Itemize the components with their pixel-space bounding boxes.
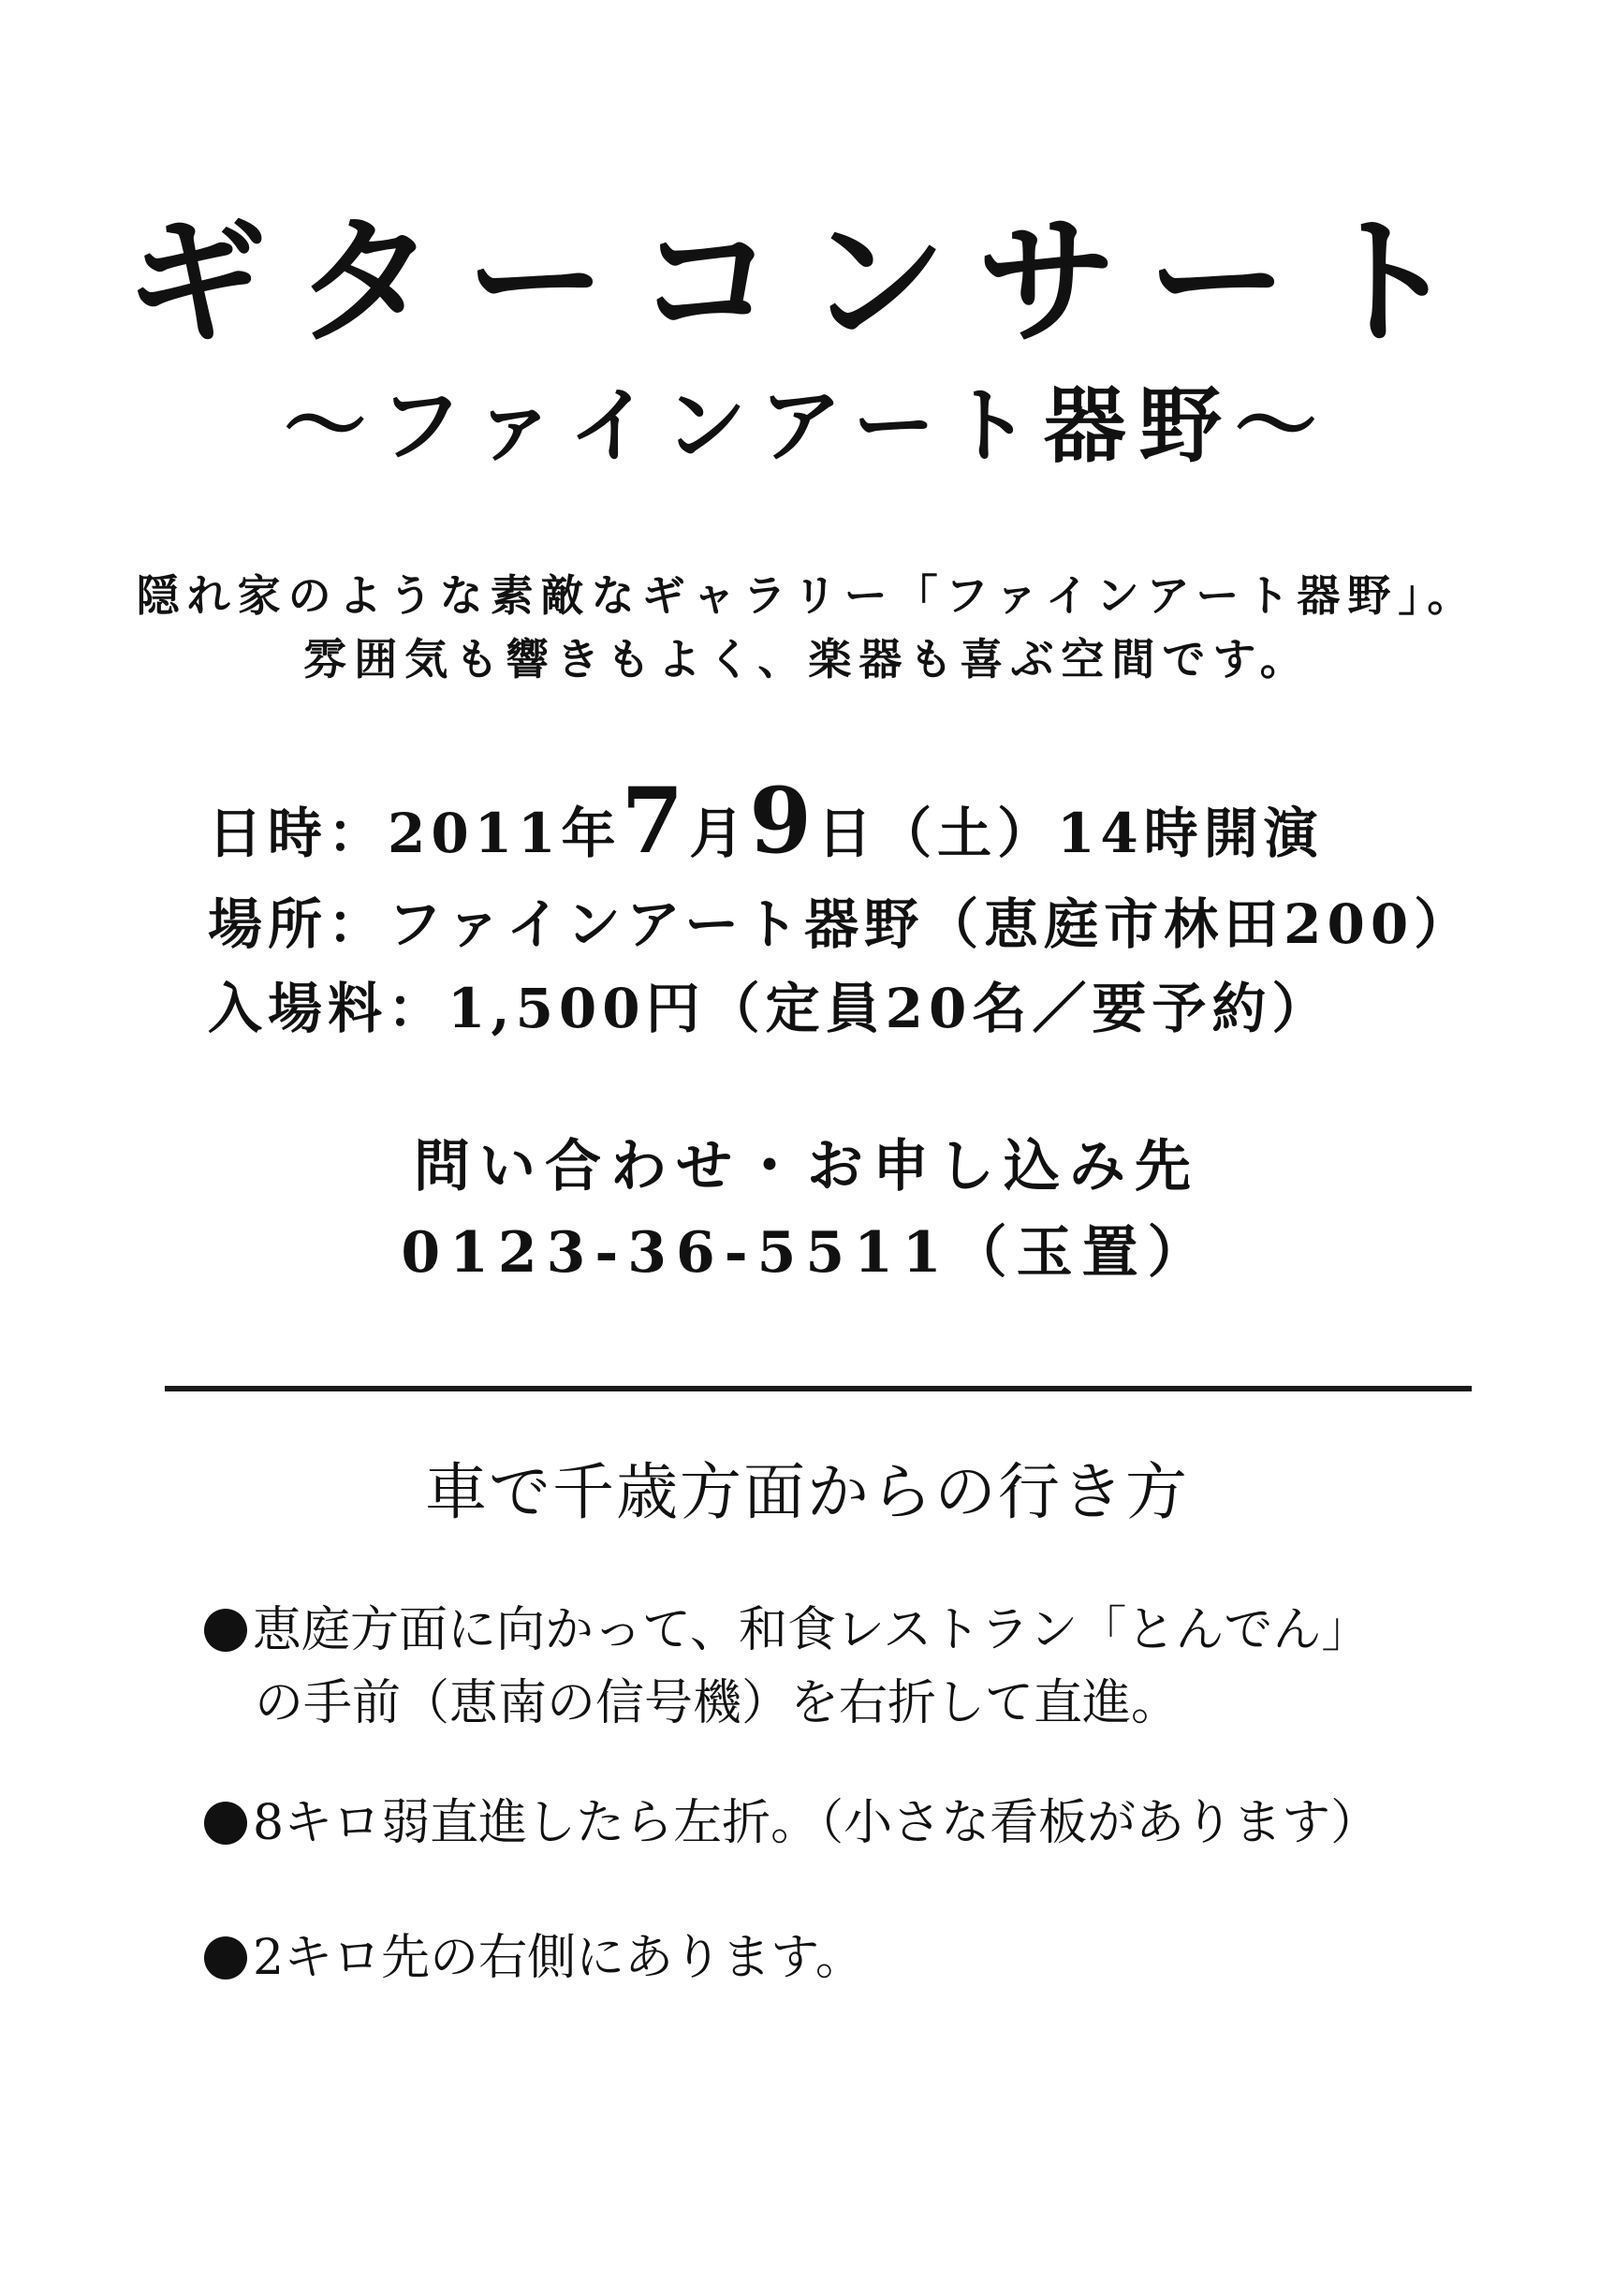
direction-step-2-text: 8キロ弱直進したら左折。（小さな看板があります） xyxy=(253,1795,1380,1851)
intro-line-2: 雰囲気も響きもよく、楽器も喜ぶ空間です。 xyxy=(303,634,1311,684)
datetime-year: 2011年 xyxy=(388,802,622,865)
intro-line-1: 隠れ家のような素敵なギャラリー「ファインアート器野」。 xyxy=(136,570,1478,621)
direction-step-1-line-2: の手前（恵南の信号機）を右折して直進。 xyxy=(255,1675,1181,1731)
bullet-icon xyxy=(204,1936,247,1980)
datetime-month-number: 7 xyxy=(621,768,690,874)
venue-label: 場所： xyxy=(208,892,389,956)
bullet-icon xyxy=(204,1609,247,1652)
directions-title: 車で千歳方面からの行き方 xyxy=(425,1456,1189,1528)
venue-row xyxy=(208,880,1474,959)
datetime-label: 日時： xyxy=(208,802,389,865)
datetime-day-number: 9 xyxy=(749,768,818,874)
direction-step-3-text: 2キロ先の右側にあります。 xyxy=(253,1930,864,1986)
contact-phone: 0123-36-5511（玉置） xyxy=(401,1220,1213,1286)
direction-step-1-line-1: 恵庭方面に向かって、和食レストラン「とんでん」 xyxy=(253,1602,1371,1658)
fee-value: 1,500円（定員20名／要予約） xyxy=(448,977,1332,1040)
direction-step-3 xyxy=(204,1918,864,1988)
contact-heading: 問い合わせ・お申し込み先 xyxy=(414,1134,1200,1200)
datetime-rest: （土）14時開演 xyxy=(877,802,1324,865)
bullet-icon xyxy=(204,1802,247,1845)
fee-label: 入場料： xyxy=(208,977,448,1040)
fee-row xyxy=(208,964,1331,1043)
datetime-day-unit: 日 xyxy=(817,802,878,865)
page-subtitle: 〜ファインアート器野〜 xyxy=(284,376,1330,474)
section-divider xyxy=(165,1386,1472,1391)
direction-step-1 xyxy=(204,1590,1370,1660)
datetime-month-unit: 月 xyxy=(689,802,750,865)
venue-value: ファインアート器野（恵庭市林田200） xyxy=(388,892,1475,956)
page-title: ギターコンサート xyxy=(125,199,1489,364)
datetime-row xyxy=(208,768,1324,874)
direction-step-2 xyxy=(204,1783,1379,1853)
